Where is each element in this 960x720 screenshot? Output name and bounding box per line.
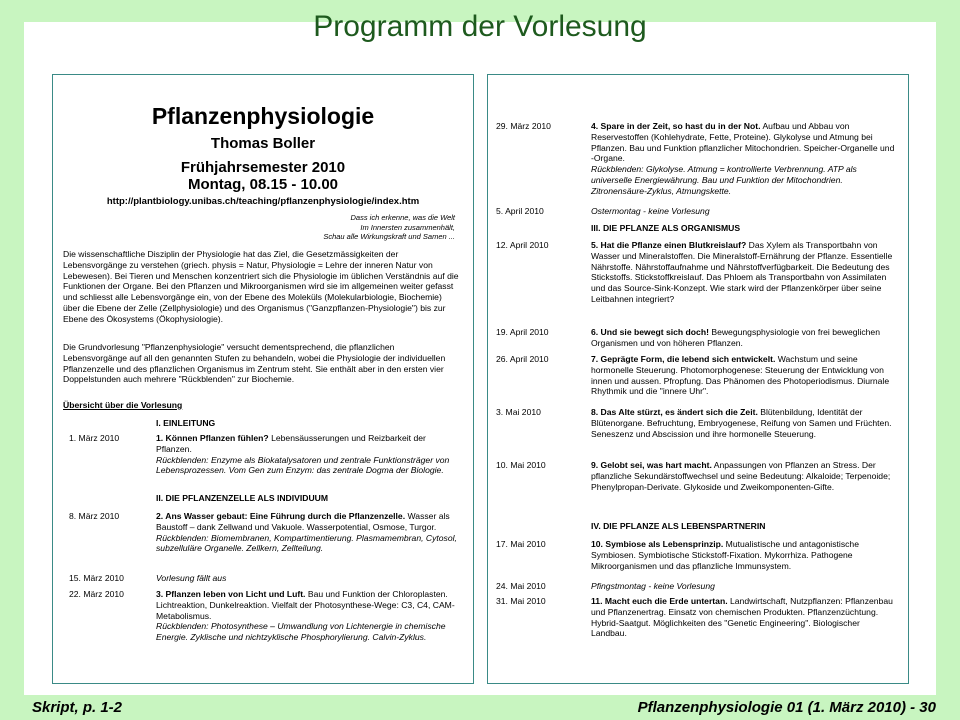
- entry-description: [591, 539, 896, 571]
- semester-info: [53, 159, 473, 193]
- entry-description: IV. DIE PFLANZE ALS LEBENSPARTNERIN: [591, 521, 766, 531]
- entry-date: 1. März 2010: [69, 433, 120, 443]
- page-title: Pflanzenphysiologie: [151, 103, 375, 129]
- entry-text: Landwirtschaft, Nutzpflanzen: Pflanzenbau und Pflanzenertrag. Einsatz von chemischen Produkten. Pflanzenzüchtung. Hybrid-Saatgut. Möglichkeiten des "Genetic Engineering". Biologischer Landbau.: [591, 596, 893, 639]
- footer-slide-ref: Pflanzenphysiologie 01 (1. März 2010) - 30: [637, 699, 936, 716]
- entry-date: 31. Mai 2010: [496, 596, 546, 606]
- entry-text: Das Xylem als Transportbahn von Wasser und Mineralstoffen. Die Mineralstoff-Ernährung der Pflanze. Essentielle Nährstoffe. Nährstoffaufnahme und Nährstoffverfügbarkeit. Die Bedeutung des Stickstoffs. Stickstoffkreislauf. Das Phloem als Transportbahn von Assimilaten und das Source-Sink-Konzept. Wie stark wird der Pflanzenkörper über seine Leitbahnen integriert?: [591, 240, 893, 304]
- left-page: [52, 74, 474, 684]
- entry-text: Anpassungen von Pflanzen an Stress. Der pflanzliche Sekundärstoffwechsel und seine Bedeutung: Alkaloide; Terpenoide; Phenylpropan-Derivate. Glykoside und Zweikomponenten-Gifte.: [591, 460, 891, 492]
- entry-description: II. DIE PFLANZENZELLE ALS INDIVIDUUM: [156, 493, 329, 503]
- entry-date: 3. Mai 2010: [496, 407, 541, 417]
- entry-description: [591, 206, 896, 217]
- entry-date: 24. Mai 2010: [496, 581, 546, 591]
- entry-date: 22. März 2010: [69, 589, 124, 599]
- entry-description: [591, 407, 896, 439]
- right-page: [487, 74, 909, 684]
- entry-text: Bau und Funktion der Chloroplasten. Lichtreaktion, Dunkelreaktion. Vielfalt der Photosynthese-Wege: C3, C4, CAM-Metabolismus.: [156, 589, 455, 621]
- author: Thomas Boller: [210, 135, 316, 152]
- entry-note: Pfingstmontag - keine Vorlesung: [591, 581, 715, 591]
- entry-text: Wasser als Baustoff – dank Zellwand und Vakuole. Wasserpotential, Osmose, Turgor.: [156, 511, 450, 532]
- entry-title: 9. Gelobt sei, was hart macht.: [591, 460, 712, 470]
- footer-script-ref: Skript, p. 1-2: [32, 699, 123, 716]
- semester: Frühjahrsemester 2010: [180, 159, 346, 176]
- course-url: http://plantbiology.unibas.ch/teaching/pflanzenphysiologie/index.htm: [106, 196, 420, 207]
- entry-note: Vorlesung fällt aus: [156, 573, 227, 583]
- intro-paragraph-1: Die wissenschaftliche Disziplin der Physiologie hat das Ziel, die Gesetzmässigkeiten der Lebensvorgänge zu verstehen (griech. physis = Natur, Physiologie = Lehre der inneren Natur von Lebewesen). Bei Tieren und Menschen konzentriert sich die Physiologie im üblichen Verständnis auf die Funktionen der Organe. Bei den Pflanzen und Mikroorganismen wird sie im allgemeinen weiter gefasst und schliesst alle Lebensvorgänge ein, von der Ebene des Moleküls (Molekularbiologie, Biochemie) über die Ebene der Zelle (Zellphysiologie) und des Organismus ("Ganzpflanzen-Physiologie") bis zur Ebene des Ökosystems (Ökophysiologie).: [63, 249, 459, 324]
- entry-rueckblende: Rückblenden: Glykolyse. Atmung = kontrollierte Verbrennung. ATP als universelle Energiewährung. Bau und Funktion der Mitochondrien. Zitronensäure-Zyklus, Atmungskette.: [591, 164, 857, 196]
- entry-description: [591, 460, 896, 492]
- entry-date: 26. April 2010: [496, 354, 549, 364]
- entry-rueckblende: Rückblenden: Enzyme als Biokatalysatoren und zentrale Funktionsträger von Lebensprozessen. Vom Gen zum Enzym: das zentrale Dogma der Biologie.: [156, 454, 450, 476]
- entry-description: III. DIE PFLANZE ALS ORGANISMUS: [591, 223, 741, 233]
- quote-line: Im Innersten zusammenhält,: [360, 222, 455, 232]
- entry-text: Blütenbildung, Identität der Blütenorgane. Befruchtung, Embryogenese, Reifung von Samen und Früchten. Seneszenz und Abscission und ihre hormonelle Steuerung.: [591, 407, 892, 439]
- entry-text: Wachstum und seine hormonelle Steuerung. Photomorphogenese: Steuerung der Entwicklung von innen und aussen. Pfropfung. Das Phänomen des Photoperiodismus. Diurnale Rhythmik und die "innere Uhr".: [591, 354, 890, 397]
- entry-title: 1. Können Pflanzen fühlen?: [156, 433, 269, 443]
- entry-text: Bewegungsphysiologie von frei beweglichen Organismen und von höheren Pflanzen.: [591, 327, 880, 348]
- quote: [323, 213, 455, 242]
- entry-rueckblende: Rückblenden: Photosynthese – Umwandlung von Lichtenergie in chemische Energie. Zyklische und nichtzyklische Phosphorylierung. Calvin-Zyklus.: [156, 621, 446, 643]
- entry-title: 8. Das Alte stürzt, es ändert sich die Zeit.: [591, 407, 758, 417]
- entry-title: 11. Macht euch die Erde untertan.: [591, 596, 728, 606]
- entry-date: 10. Mai 2010: [496, 460, 546, 470]
- entry-description: [591, 581, 896, 592]
- entry-description: [591, 354, 896, 397]
- entry-description: I. EINLEITUNG: [156, 418, 216, 428]
- entry-date: 19. April 2010: [496, 327, 549, 337]
- entry-title: 2. Ans Wasser gebaut: Eine Führung durch die Pflanzenzelle.: [156, 511, 406, 521]
- entry-date: 5. April 2010: [496, 206, 544, 216]
- entry-description: [591, 596, 896, 639]
- slide-title: Programm der Vorlesung: [313, 10, 647, 43]
- entry-title: 5. Hat die Pflanze einen Blutkreislauf?: [591, 240, 747, 250]
- entry-description: [591, 121, 896, 197]
- entry-date: 29. März 2010: [496, 121, 551, 131]
- entry-date: 15. März 2010: [69, 573, 124, 583]
- overview-heading: Übersicht über die Vorlesung: [63, 400, 183, 410]
- quote-line: Schau alle Wirkungskraft und Samen ...: [323, 232, 455, 241]
- entry-date: 8. März 2010: [69, 511, 120, 521]
- quote-line: Dass ich erkenne, was die Welt: [350, 213, 455, 222]
- entry-title: 10. Symbiose als Lebensprinzip.: [591, 539, 724, 549]
- entry-text: Mutualistische und antagonistische Symbiosen. Symbiotische Stickstoff-Fixation. Mykorrhiza. Pathogene Mikroorganismen und das pflanzliche Immunsystem.: [591, 539, 859, 571]
- entry-title: 4. Spare in der Zeit, so hast du in der Not.: [591, 121, 761, 131]
- entry-description: [591, 240, 896, 305]
- entry-title: 6. Und sie bewegt sich doch!: [591, 327, 709, 337]
- entry-date: 12. April 2010: [496, 240, 549, 250]
- entry-note: Ostermontag - keine Vorlesung: [591, 206, 710, 216]
- intro-paragraph-2: Die Grundvorlesung "Pflanzenphysiologie" versucht dementsprechend, die pflanzlichen Lebensvorgänge auf all den genannten Stufen zu behandeln, wobei die Physiologie der individuellen Pflanzenzelle und des pflanzlichen Organismus im Zentrum steht. Sie enthält aber in den ersten vier Doppelstunden auch mehrere "Rückblenden" zur Biochemie.: [63, 342, 446, 385]
- entry-description: [591, 327, 896, 349]
- entry-description: [156, 433, 461, 476]
- entry-description: [156, 573, 461, 584]
- entry-description: [156, 589, 461, 643]
- entry-description: [156, 511, 461, 554]
- entry-title: 3. Pflanzen leben von Licht und Luft.: [156, 589, 306, 599]
- entry-text: Lebensäusserungen und Reizbarkeit der Pflanzen.: [156, 433, 426, 454]
- entry-title: 7. Geprägte Form, die lebend sich entwickelt.: [591, 354, 776, 364]
- entry-date: 17. Mai 2010: [496, 539, 546, 549]
- entry-rueckblende: Rückblenden: Biomembranen, Kompartimentierung. Plasmamembran, Cytosol, subzelluläre Organelle. Zellkern, Zellteilung.: [156, 532, 457, 554]
- entry-text: Aufbau und Abbau von Reservestoffen (Kohlehydrate, Fette, Proteine). Glykolyse und Atmung bei Pflanzen. Bau und Funktion pflanzlicher Mitochondrien. Speicher-Organelle und -Organe.: [591, 121, 895, 164]
- lecture-time: Montag, 08.15 - 10.00: [187, 176, 339, 193]
